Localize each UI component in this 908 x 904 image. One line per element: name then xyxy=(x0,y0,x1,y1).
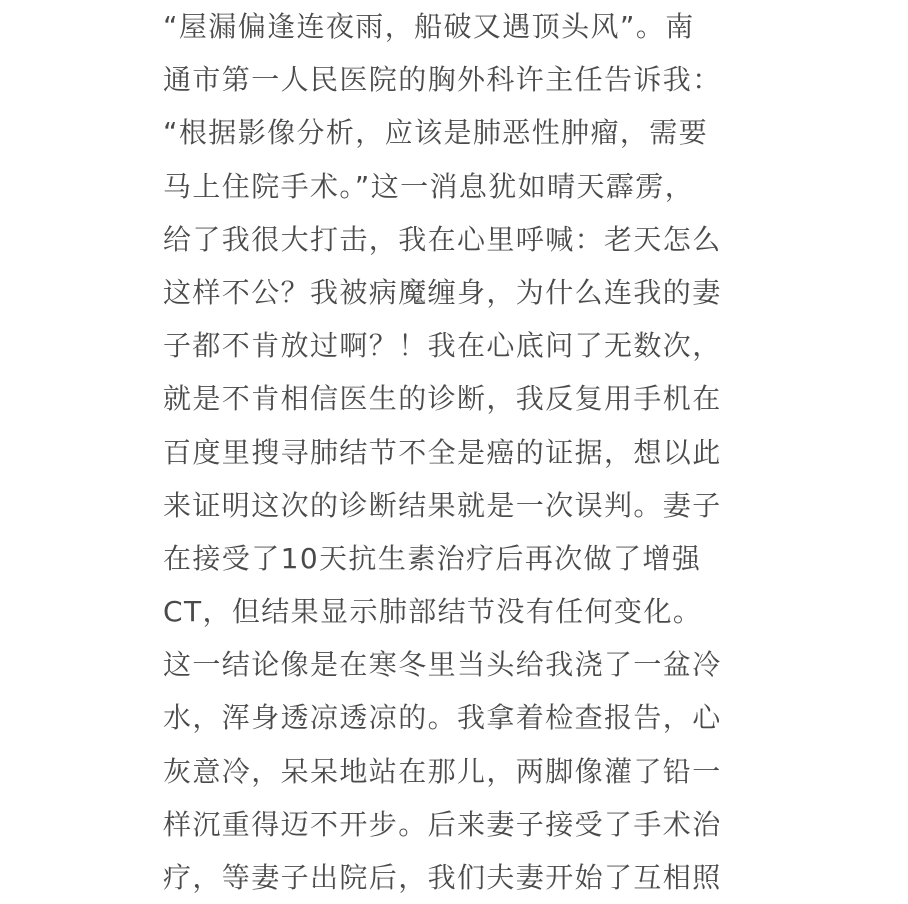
text-line-6: 这样不公？我被病魔缠身，为什么连我的妻 xyxy=(163,275,722,309)
text-line-5: 给了我很大打击，我在心里呼喊：老天怎么 xyxy=(163,222,722,256)
text-line-8: 就是不肯相信医生的诊断，我反复用手机在 xyxy=(163,382,722,416)
text-line-1: “屋漏偏逢连夜雨，船破又遇顶头风”。南 xyxy=(163,10,695,43)
text-line-16: 样沉重得迈不开步。后来妻子接受了手术治 xyxy=(163,807,722,841)
text-line-9: 百度里搜寻肺结节不全是癌的证据，想以此 xyxy=(163,435,722,469)
text-line-10: 来证明这次的诊断结果就是一次误判。妻子 xyxy=(163,488,722,522)
text-line-11: 在接受了10天抗生素治疗后再次做了增强 xyxy=(163,541,702,575)
text-line-3: “根据影像分析，应该是肺恶性肿瘤，需要 xyxy=(163,116,709,150)
text-line-4: 马上住院手术。”这一消息犹如晴天霹雳， xyxy=(163,169,695,203)
text-line-17: 疗，等妻子出院后，我们夫妻开始了互相照 xyxy=(163,861,722,894)
bottom-edge-fade xyxy=(0,795,908,807)
text-line-7: 子都不肯放过啊？！我在心底问了无数次， xyxy=(163,329,722,363)
article-body xyxy=(163,0,763,904)
text-line-12: CT，但结果显示肺部结节没有任何变化。 xyxy=(163,595,703,629)
text-line-13: 这一结论像是在寒冬里当头给我浇了一盆冷 xyxy=(163,648,722,682)
text-line-2: 通市第一人民医院的胸外科许主任告诉我： xyxy=(163,63,722,97)
text-line-14: 水，浑身透凉透凉的。我拿着检查报告，心 xyxy=(163,701,722,735)
text-line-15: 灰意冷，呆呆地站在那儿，两脚像灌了铅一 xyxy=(163,754,722,788)
